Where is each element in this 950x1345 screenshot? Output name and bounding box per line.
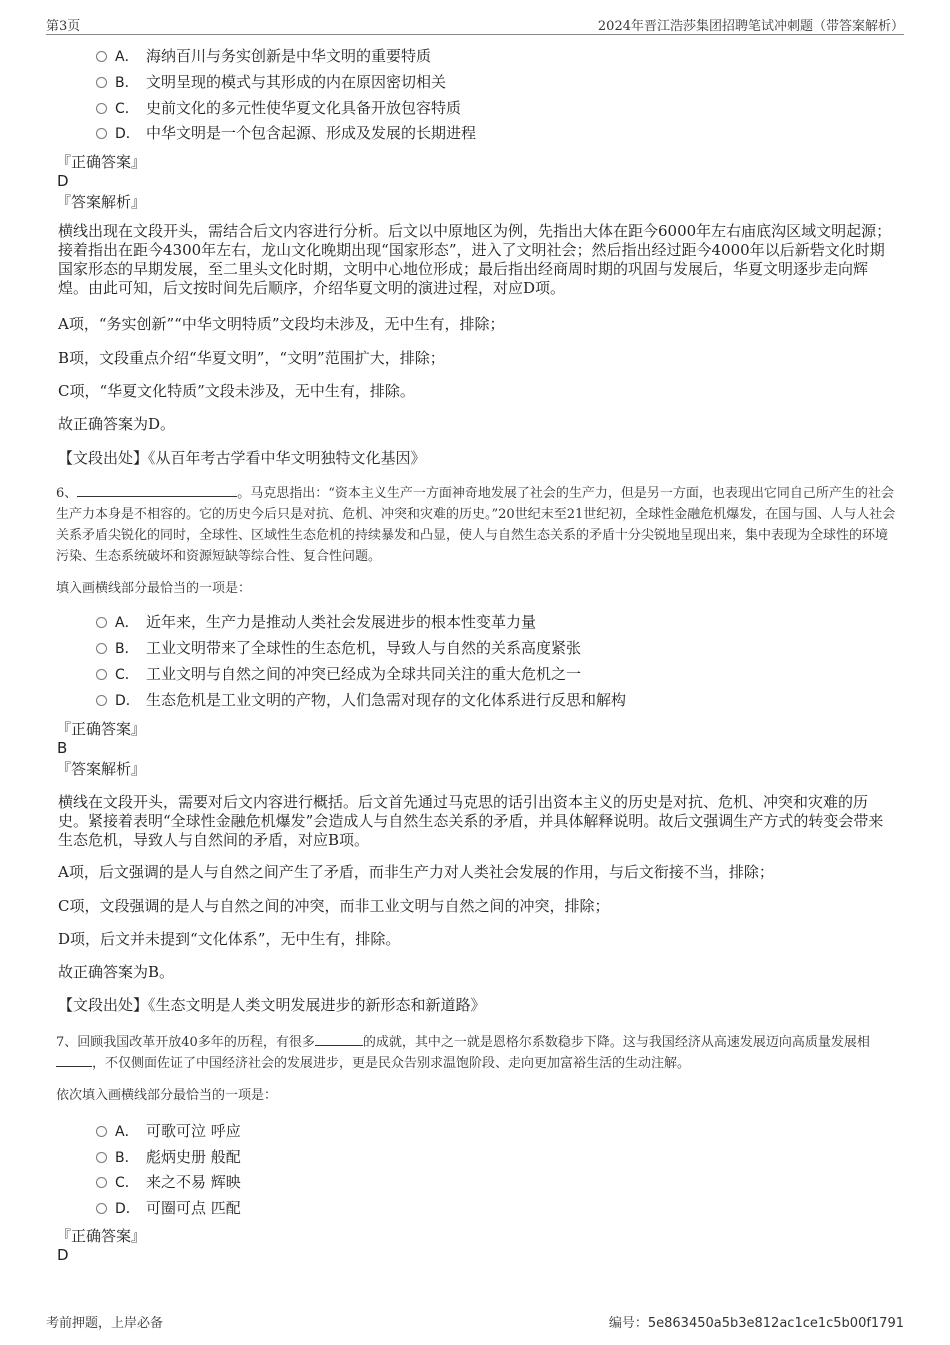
answer-blank bbox=[315, 1033, 363, 1046]
radio-icon[interactable] bbox=[96, 128, 107, 139]
q6-note-a: A项，后文强调的是人与自然之间产生了矛盾，而非生产力对人类社会发展的作用，与后文衔接不当，排除； bbox=[58, 863, 774, 881]
q7-option-a[interactable]: A． 可歌可泣 呼应 bbox=[96, 1120, 241, 1142]
q6-analysis-text: 横线在文段开头，需要对后文内容进行概括。后文首先通过马克思的话引出资本主义的历史是对抗、危机、冲突和灾难的历史。紧接着表明“全球性金融危机爆发”会造成人与自然生态关系的矛盾，并具体解释说明。故后文强调生产方式的转变会带来生态危机，导致人与自然间的矛盾，对应B项。 bbox=[58, 793, 884, 849]
q6-note-c: C项，文段强调的是人与自然之间的冲突，而非工业文明与自然之间的冲突，排除； bbox=[58, 897, 610, 915]
radio-icon[interactable] bbox=[96, 617, 107, 628]
q7-option-b[interactable]: B． 彪炳史册 般配 bbox=[96, 1146, 241, 1168]
q6-conclusion: 故正确答案为B。 bbox=[58, 963, 175, 981]
q6-answer-label: 『正确答案』 bbox=[56, 720, 147, 738]
radio-icon[interactable] bbox=[96, 695, 107, 706]
q5-note-b: B项，文段重点介绍“华夏文明”，“文明”范围扩大，排除； bbox=[58, 349, 445, 367]
q5-source: 【文段出处】《从百年考古学看中华文明独特文化基因》 bbox=[58, 449, 426, 467]
q6-prompt: 填入画横线部分最恰当的一项是： bbox=[56, 581, 252, 596]
radio-icon[interactable] bbox=[96, 1126, 107, 1137]
radio-icon[interactable] bbox=[96, 643, 107, 654]
q6-analysis-label: 『答案解析』 bbox=[56, 760, 147, 778]
q5-analysis-label: 『答案解析』 bbox=[56, 193, 147, 211]
footer-slogan: 考前押题，上岸必备 bbox=[46, 1316, 164, 1331]
q7-option-c[interactable]: C． 来之不易 辉映 bbox=[96, 1171, 241, 1193]
q5-note-a: A项，“务实创新”“中华文明特质”文段均未涉及，无中生有，排除； bbox=[58, 315, 505, 333]
q5-answer-label: 『正确答案』 bbox=[56, 153, 147, 171]
q7-answer: D bbox=[57, 1246, 69, 1264]
answer-blank bbox=[56, 1054, 92, 1067]
q5-option-c[interactable]: C． 史前文化的多元性使华夏文化具备开放包容特质 bbox=[96, 97, 461, 119]
q5-option-b[interactable]: B． 文明呈现的模式与其形成的内在原因密切相关 bbox=[96, 71, 446, 93]
answer-blank bbox=[77, 484, 237, 497]
q7-stem: 7、回顾我国改革开放40多年的历程，有很多 的成就，其中之一就是恩格尔系数稳步下降。这与我国经济从高速发展迈向高质量发展相，不仅侧面佐证了中国经济社会的发展进步，更是民众告别求温饱阶段、走向更加富裕生活的生动注解。 bbox=[56, 1035, 870, 1071]
radio-icon[interactable] bbox=[96, 669, 107, 680]
page-header bbox=[46, 12, 904, 35]
q7-answer-label: 『正确答案』 bbox=[56, 1227, 147, 1245]
q6-source: 【文段出处】《生态文明是人类文明发展进步的新形态和新道路》 bbox=[58, 996, 486, 1014]
radio-icon[interactable] bbox=[96, 103, 107, 114]
radio-icon[interactable] bbox=[96, 51, 107, 62]
q6-stem: 6、 。马克思指出：“资本主义生产一方面神奇地发展了社会的生产力，但是另一方面，也表现出它同自己所产生的社会生产力本身是不相容的。它的历史今后只是对抗、危机、冲突和灾难的历史。”20世纪末至21世纪初，全球性金融危机爆发，在国与国、人与人社会关系矛盾尖锐化的同时，全球性、区域性生态危机的持续暴发和凸显，使人与自然生态关系的矛盾十分尖锐地呈现出来，集中表现为全球性的环境污染、生态系统破坏和资源短缺等综合性、复合性问题。 bbox=[56, 486, 896, 564]
q7-prompt: 依次填入画横线部分最恰当的一项是： bbox=[56, 1088, 278, 1103]
radio-icon[interactable] bbox=[96, 1152, 107, 1163]
q6-option-c[interactable]: C． 工业文明与自然之间的冲突已经成为全球共同关注的重大危机之一 bbox=[96, 663, 581, 685]
radio-icon[interactable] bbox=[96, 1203, 107, 1214]
q5-analysis-text: 横线出现在文段开头，需结合后文内容进行分析。后文以中原地区为例，先指出大体在距今6000年左右庙底沟区域文明起源；接着指出在距今4300年左右，龙山文化晚期出现“国家形态”，进入了文明社会；然后指出经过距今4000年以后新砦文化时期国家形态的早期发展，至二里头文化时期，文明中心地位形成；最后指出经商周时期的巩固与发展后，华夏文明逐步走向辉煌。由此可知，后文按时间先后顺序，介绍华夏文明的演进过程，对应D项。 bbox=[58, 222, 892, 297]
q6-answer: B bbox=[57, 739, 68, 757]
q7-option-d[interactable]: D． 可圈可点 匹配 bbox=[96, 1197, 241, 1219]
q6-option-a[interactable]: A． 近年来，生产力是推动人类社会发展进步的根本性变革力量 bbox=[96, 611, 536, 633]
q5-option-d[interactable]: D． 中华文明是一个包含起源、形成及发展的长期进程 bbox=[96, 122, 476, 144]
q5-note-c: C项，“华夏文化特质”文段未涉及，无中生有，排除。 bbox=[58, 382, 415, 400]
radio-icon[interactable] bbox=[96, 1177, 107, 1188]
document-code: 编号：5e863450a5b3e812ac1ce1c5b00f1791 bbox=[608, 1316, 904, 1331]
q6-note-d: D项，后文并未提到“文化体系”，无中生有，排除。 bbox=[58, 930, 401, 948]
q5-answer: D bbox=[57, 172, 69, 190]
page-number: 第3页 bbox=[46, 19, 81, 34]
q6-option-b[interactable]: B． 工业文明带来了全球性的生态危机，导致人与自然的关系高度紧张 bbox=[96, 637, 581, 659]
q6-option-d[interactable]: D． 生态危机是工业文明的产物，人们急需对现存的文化体系进行反思和解构 bbox=[96, 689, 626, 711]
radio-icon[interactable] bbox=[96, 77, 107, 88]
document-title: 2024年晋江浩莎集团招聘笔试冲刺题（带答案解析） bbox=[597, 19, 904, 34]
q5-conclusion: 故正确答案为D。 bbox=[58, 415, 176, 433]
q5-option-a[interactable]: A． 海纳百川与务实创新是中华文明的重要特质 bbox=[96, 45, 431, 67]
